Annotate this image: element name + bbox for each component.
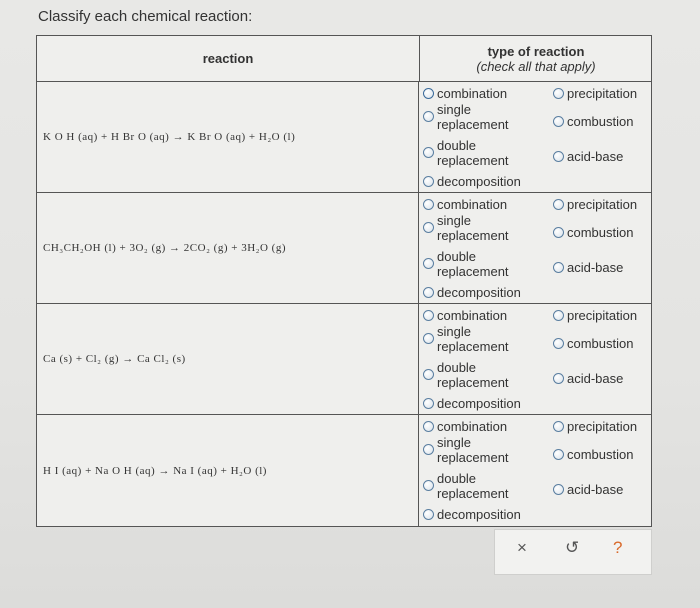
answer-toolbar (494, 529, 652, 575)
option-single-replacement-4[interactable]: single replacement (423, 435, 509, 465)
option-double-replacement-3[interactable]: double replacement (423, 360, 509, 390)
option-single-replacement-3[interactable]: single replacement (423, 324, 509, 354)
option-acid-base-3[interactable]: acid-base (553, 371, 623, 386)
radio-icon[interactable] (553, 421, 564, 432)
undo-button[interactable]: ↺ (565, 538, 580, 557)
option-decomposition-1[interactable]: decomposition (423, 174, 521, 189)
radio-icon[interactable] (423, 258, 434, 269)
radio-icon[interactable] (423, 333, 434, 344)
radio-icon[interactable] (423, 147, 434, 158)
option-acid-base-2[interactable]: acid-base (553, 260, 623, 275)
reaction-equation-1: K O H (aq) + H Br O (aq) → K Br O (aq) + H₂O (l) (37, 82, 419, 192)
type-column-title: type of reaction (487, 44, 585, 59)
radio-icon[interactable] (423, 421, 434, 432)
radio-icon[interactable] (423, 287, 434, 298)
reaction-row-4 (37, 415, 651, 526)
radio-icon[interactable] (423, 480, 434, 491)
radio-icon[interactable] (423, 444, 434, 455)
option-precipitation-3[interactable]: precipitation (553, 308, 637, 323)
reaction-row-3 (37, 304, 651, 415)
radio-icon[interactable] (553, 310, 564, 321)
option-single-replacement-1[interactable]: single replacement (423, 102, 509, 132)
option-combination-2[interactable]: combination (423, 197, 507, 212)
radio-icon[interactable] (423, 310, 434, 321)
reaction-row-1 (37, 82, 651, 193)
option-combination-3[interactable]: combination (423, 308, 507, 323)
option-combustion-4[interactable]: combustion (553, 447, 633, 462)
option-double-replacement-1[interactable]: double replacement (423, 138, 509, 168)
option-decomposition-4[interactable]: decomposition (423, 507, 521, 522)
type-column-subtitle: (check all that apply) (476, 59, 596, 74)
classification-table (36, 35, 652, 527)
reaction-equation-4: H I (aq) + Na O H (aq) → Na I (aq) + H₂O (l) (37, 415, 419, 526)
option-combination-4[interactable]: combination (423, 419, 507, 434)
radio-icon[interactable] (553, 151, 564, 162)
radio-icon[interactable] (553, 88, 564, 99)
radio-icon[interactable] (423, 111, 434, 122)
radio-icon[interactable] (553, 449, 564, 460)
option-precipitation-4[interactable]: precipitation (553, 419, 637, 434)
radio-icon[interactable] (423, 398, 434, 409)
radio-icon[interactable] (423, 369, 434, 380)
reaction-equation-2: CH₃CH₂OH (l) + 3O₂ (g) → 2CO₂ (g) + 3H₂O (g) (37, 193, 419, 303)
option-combustion-3[interactable]: combustion (553, 336, 633, 351)
option-combination-1[interactable]: combination (423, 86, 507, 101)
reaction-row-2 (37, 193, 651, 304)
reaction-equation-3: Ca (s) + Cl₂ (g) → Ca Cl₂ (s) (37, 304, 419, 414)
radio-icon[interactable] (423, 199, 434, 210)
radio-icon[interactable] (553, 373, 564, 384)
radio-icon[interactable] (553, 484, 564, 495)
option-combustion-2[interactable]: combustion (553, 225, 633, 240)
option-acid-base-4[interactable]: acid-base (553, 482, 623, 497)
help-button[interactable]: ? (613, 538, 623, 557)
option-acid-base-1[interactable]: acid-base (553, 149, 623, 164)
radio-icon[interactable] (553, 199, 564, 210)
radio-icon[interactable] (423, 88, 434, 99)
radio-icon[interactable] (423, 222, 434, 233)
option-combustion-1[interactable]: combustion (553, 114, 633, 129)
radio-icon[interactable] (423, 509, 434, 520)
question-prompt: Classify each chemical reaction: (38, 8, 253, 25)
option-double-replacement-2[interactable]: double replacement (423, 249, 509, 279)
type-column-header (419, 36, 653, 81)
clear-button[interactable]: × (517, 538, 527, 557)
radio-icon[interactable] (553, 338, 564, 349)
radio-icon[interactable] (553, 262, 564, 273)
option-decomposition-2[interactable]: decomposition (423, 285, 521, 300)
radio-icon[interactable] (423, 176, 434, 187)
option-precipitation-1[interactable]: precipitation (553, 86, 637, 101)
option-double-replacement-4[interactable]: double replacement (423, 471, 509, 501)
table-header (37, 36, 651, 82)
radio-icon[interactable] (553, 227, 564, 238)
option-decomposition-3[interactable]: decomposition (423, 396, 521, 411)
option-precipitation-2[interactable]: precipitation (553, 197, 637, 212)
radio-icon[interactable] (553, 116, 564, 127)
reaction-column-header: reaction (37, 36, 420, 81)
option-single-replacement-2[interactable]: single replacement (423, 213, 509, 243)
